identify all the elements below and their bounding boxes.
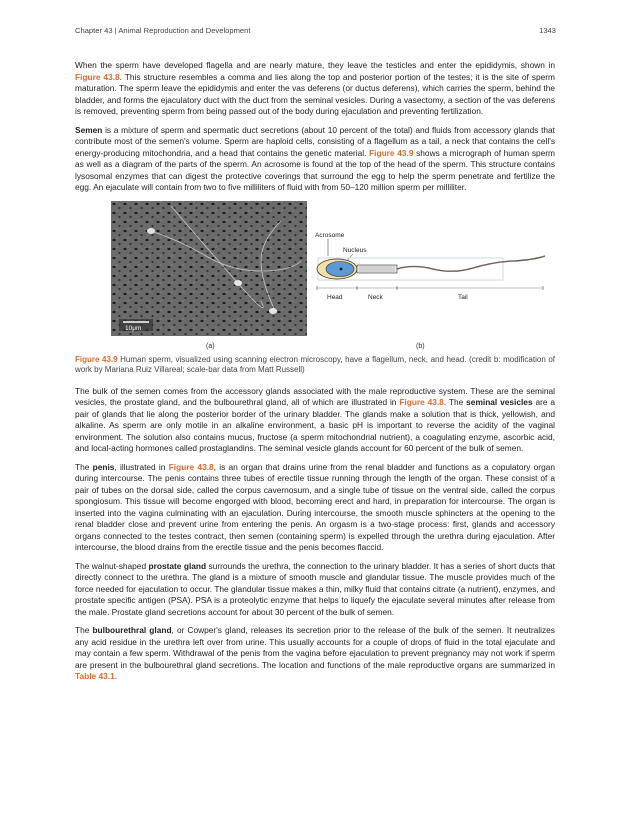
figure-link[interactable]: Figure 43.8 (168, 461, 214, 472)
neck-label: Neck (368, 293, 383, 301)
scale-bar-label: 10μm (125, 324, 142, 332)
table-link[interactable]: Table 43.1 (75, 671, 115, 681)
head-label: Head (327, 293, 343, 301)
panel-b-label: (b) (416, 342, 425, 350)
page-body (75, 60, 555, 690)
figure-link[interactable]: Figure 43.8 (75, 71, 120, 82)
key-term: bulbourethral gland (92, 625, 172, 635)
nucleus-label: Nucleus (343, 246, 367, 254)
sperm-diagram (313, 226, 548, 306)
key-term: Semen (75, 124, 103, 135)
chapter-title: Chapter 43 | Animal Reproduction and Development (75, 26, 251, 35)
panel-a-label: (a) (206, 342, 215, 350)
paragraph-penis: The penis, illustrated in Figure 43.8, is an organ that drains urine from the renal bladder and functions as a copulatory organ during intercourse. The penis contains three tubes of erectile tissue running through the length of the organ. These consist of a pair of tubes on the dorsal side, called the corpus cavernosum, and a single tube of tissue on the ventral side, called the corpus spongiosum. This tissue will become engorged with blood, becoming erect and hard, in preparation for intercourse. The organ is inserted into the vagina culminating with an ejaculation. During intercourse, the smooth muscle sphincters at the opening to the renal bladder close and prevent urine from entering the penis. An orgasm is a two-stage process: first, glands and accessory organs connected to the testes contract, then semen (containing sperm) is expelled through the urethra during ejaculation. After intercourse, the blood drains from the erectile tissue and the penis becomes flaccid. (75, 461, 556, 552)
tail-label: Tail (458, 293, 468, 301)
figure-link[interactable]: Figure 43.9 (369, 147, 414, 158)
figure-43-9 (75, 201, 555, 351)
sperm-micrograph (111, 201, 307, 336)
caption-figure-label: Figure 43.9 (75, 354, 118, 364)
page-header (75, 26, 556, 40)
paragraph-epididymis: When the sperm have developed flagella and are nearly mature, they leave the testicles and enter the epididymis, shown in Figure 43.8. This structure resembles a comma and lies along the top and posterior portion of the testes; it is the site of sperm maturation. The sperm leave the epididymis and enter the vas deferens (or ductus deferens), which carries the sperm, behind the bladder, and forms the ejaculatory duct with the duct from the seminal vesicles. During a vasectomy, a section of the vas deferens is removed, preventing sperm from being passed out of the body during ejaculation and preventing fertilization. (75, 60, 555, 116)
page-number: 1343 (539, 26, 556, 35)
paragraph-semen: Semen is a mixture of sperm and spermatic duct secretions (about 10 percent of the total) and fluids from accessory glands that contribute most of the semen's volume. Sperm are haploid cells, consisting of a flagellum as a tail, a neck that contains the cell's energy-producing mitochondria, and a head that contains the genetic material. Figure 43.9 shows a micrograph of human sperm as well as a diagram of the parts of the sperm. An acrosome is found at the top of the head of the sperm. This structure contains lysosomal enzymes that can digest the protective coverings that surround the egg to help the sperm penetrate and fertilize the egg. An ejaculate will contain from two to five milliliters of fluid with from 50–120 million sperm per milliliter. (75, 124, 556, 192)
paragraph-bulbourethral: The bulbourethral gland, or Cowper's gland, releases its secretion prior to the release of the bulk of the semen. It neutralizes any acid residue in the urethra left over from urine. This usually accounts for a couple of drops of fluid in the total ejaculate and may contain a few sperm. Withdrawal of the penis from the vagina before ejaculation to prevent pregnancy may not work if sperm are present in the bulbourethral gland secretions. The location and functions of the male reproductive organs are summarized in Table 43.1. (75, 625, 555, 681)
key-term: seminal vesicles (466, 397, 533, 407)
paragraph-prostate: The walnut-shaped prostate gland surrounds the urethra, the connection to the urinary bladder. It has a series of short ducts that directly connect to the urethra. The gland is a mixture of smooth muscle and glandular tissue. The muscle provides much of the force needed for ejaculation to occur. The glandular tissue makes a thin, milky fluid that contains citrate (a nutrient), enzymes, and prostate specific antigen (PSA). PSA is a proteolytic enzyme that helps to liquefy the ejaculate several minutes after release from the male. Prostate gland secretions account for about 30 percent of the bulk of semen. (75, 560, 555, 617)
paragraph-seminal-vesicles: The bulk of the semen comes from the accessory glands associated with the male reproductive system. These are the seminal vesicles, the prostate gland, and the bulbourethral gland, all of which are illustrated in Figure 43.8. The seminal vesicles are a pair of glands that lie along the posterior border of the urinary bladder. The glands make a solution that is thick, yellowish, and alkaline. As sperm are only motile in an alkaline environment, a basic pH is important to reverse the acidity of the vaginal environment. The solution also contains mucus, fructose (a sperm mitochondrial nutrient), a coagulating enzyme, ascorbic acid, and local-acting hormones called prostaglandins. The seminal vesicle glands account for 60 percent of the bulk of semen. (75, 385, 556, 453)
acrosome-label: Acrosome (315, 231, 345, 239)
figure-caption: Figure 43.9 Human sperm, visualized using scanning electron microscopy, have a flagellum, neck, and head. (credit b: modification of work by Mariana Ruiz Villareal; scale-bar data from Matt Russell) (75, 354, 556, 374)
micrograph-image (111, 201, 307, 336)
key-term: prostate gland (148, 560, 207, 571)
key-term: penis (92, 461, 115, 472)
figure-link[interactable]: Figure 43.8 (399, 397, 444, 407)
